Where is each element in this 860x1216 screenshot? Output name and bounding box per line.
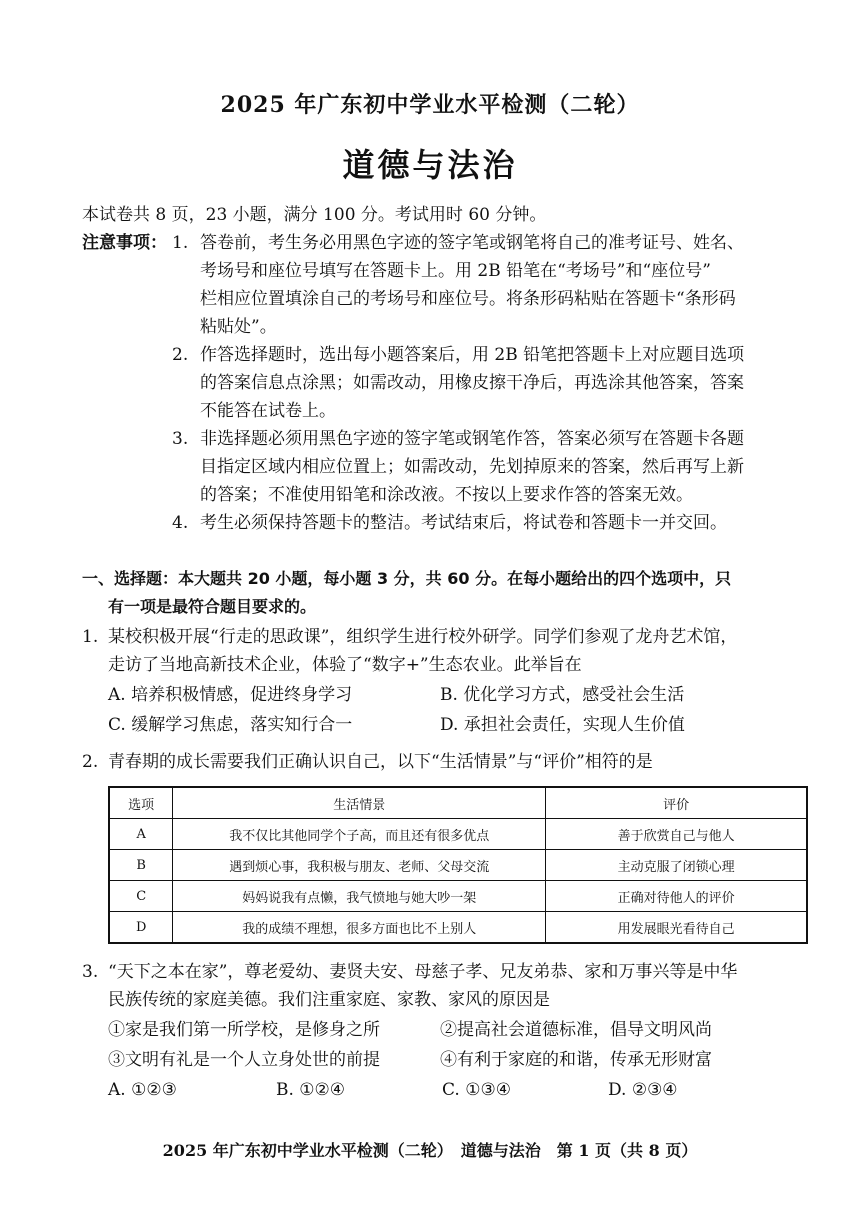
note-number: 3. <box>172 429 189 449</box>
statement-1: ①家是我们第一所学校，是修身之所 <box>108 1020 380 1040</box>
note-line: 粘贴处”。 <box>200 317 277 337</box>
table-header: 选项 <box>109 787 173 819</box>
note-line: 答卷前，考生务必用黑色字迹的签字笔或钢笔将自己的准考证号、姓名、 <box>200 233 744 253</box>
note-line: 目指定区域内相应位置上；如需改动，先划掉原来的答案，然后再写上新 <box>200 457 744 477</box>
section-heading: 一、选择题：本大题共 20 小题，每小题 3 分，共 60 分。在每小题给出的四个选项中，只 <box>82 569 732 588</box>
question-stem: 民族传统的家庭美德。我们注重家庭、家教、家风的原因是 <box>108 990 550 1010</box>
table-cell: 遇到烦心事，我积极与朋友、老师、父母交流 <box>173 850 546 881</box>
table-row <box>109 912 807 944</box>
question-stem: 青春期的成长需要我们正确认识自己，以下“生活情景”与“评价”相符的是 <box>108 752 653 772</box>
table-row <box>109 819 807 850</box>
note-number: 4. <box>172 513 189 533</box>
note-line: 的答案信息点涂黑；如需改动，用橡皮擦干净后，再选涂其他答案，答案 <box>200 373 744 393</box>
table-header: 评价 <box>546 787 807 819</box>
note-number: 1. <box>172 233 189 253</box>
table-cell: 我不仅比其他同学个子高，而且还有很多优点 <box>173 819 546 850</box>
table-cell: 我的成绩不理想，很多方面也比不上别人 <box>173 912 546 944</box>
table-cell: A <box>109 819 173 850</box>
option-c: C. 缓解学习焦虑，落实知行合一 <box>108 715 353 735</box>
table-cell: 主动克服了闭锁心理 <box>546 850 807 881</box>
table-cell: C <box>109 881 173 912</box>
situation-table <box>108 786 808 944</box>
note-line: 非选择题必须用黑色字迹的签字笔或钢笔作答，答案必须写在答题卡各题 <box>200 429 744 449</box>
question-number: 1. <box>82 627 99 647</box>
section-heading-cont: 有一项是最符合题目要求的。 <box>108 597 317 616</box>
option-b: B. ①②④ <box>276 1080 346 1100</box>
table-cell: 正确对待他人的评价 <box>546 881 807 912</box>
option-c: C. ①③④ <box>442 1080 511 1100</box>
exam-intro: 本试卷共 8 页，23 小题，满分 100 分。考试用时 60 分钟。 <box>82 205 547 225</box>
table-row <box>109 881 807 912</box>
statement-2: ②提高社会道德标准，倡导文明风尚 <box>440 1020 712 1040</box>
question-stem: “天下之本在家”，尊老爱幼、妻贤夫安、母慈子孝、兄友弟恭、家和万事兴等是中华 <box>108 962 738 982</box>
question-stem: 某校积极开展“行走的思政课”，组织学生进行校外研学。同学们参观了龙舟艺术馆， <box>108 627 738 647</box>
table-header: 生活情景 <box>173 787 546 819</box>
note-line: 考生必须保持答题卡的整洁。考试结束后，将试卷和答题卡一并交回。 <box>200 513 727 533</box>
table-cell: D <box>109 912 173 944</box>
page-footer: 2025 年广东初中学业水平检测（二轮） 道德与法治 第 1 页（共 8 页） <box>162 1141 698 1160</box>
table-cell: B <box>109 850 173 881</box>
table-cell: 善于欣赏自己与他人 <box>546 819 807 850</box>
question-number: 2. <box>82 752 99 772</box>
question-number: 3. <box>82 962 99 982</box>
note-line: 不能答在试卷上。 <box>200 401 336 421</box>
note-number: 2. <box>172 345 189 365</box>
note-line: 作答选择题时，选出每小题答案后，用 2B 铅笔把答题卡上对应题目选项 <box>200 345 745 365</box>
subject-title: 道德与法治 <box>342 146 518 184</box>
statement-3: ③文明有礼是一个人立身处世的前提 <box>108 1050 380 1070</box>
option-d: D. 承担社会责任，实现人生价值 <box>440 715 685 735</box>
table-row <box>109 850 807 881</box>
option-a: A. ①②③ <box>108 1080 177 1100</box>
statement-4: ④有利于家庭的和谐，传承无形财富 <box>440 1050 712 1070</box>
table-header-row <box>109 787 807 819</box>
option-d: D. ②③④ <box>608 1080 678 1100</box>
note-line: 的答案；不准使用铅笔和涂改液。不按以上要求作答的答案无效。 <box>200 485 693 505</box>
note-line: 栏相应位置填涂自己的考场号和座位号。将条形码粘贴在答题卡“条形码 <box>200 289 736 309</box>
exam-title: 2025 年广东初中学业水平检测（二轮） <box>220 92 640 118</box>
option-b: B. 优化学习方式，感受社会生活 <box>440 685 685 705</box>
notes-label: 注意事项： <box>82 233 167 253</box>
option-a: A. 培养积极情感，促进终身学习 <box>108 685 353 705</box>
note-line: 考场号和座位号填写在答题卡上。用 2B 铅笔在“考场号”和“座位号” <box>200 261 711 281</box>
question-stem: 走访了当地高新技术企业，体验了“数字+”生态农业。此举旨在 <box>108 655 582 675</box>
table-cell: 用发展眼光看待自己 <box>546 912 807 944</box>
table-cell: 妈妈说我有点懒，我气愤地与她大吵一架 <box>173 881 546 912</box>
